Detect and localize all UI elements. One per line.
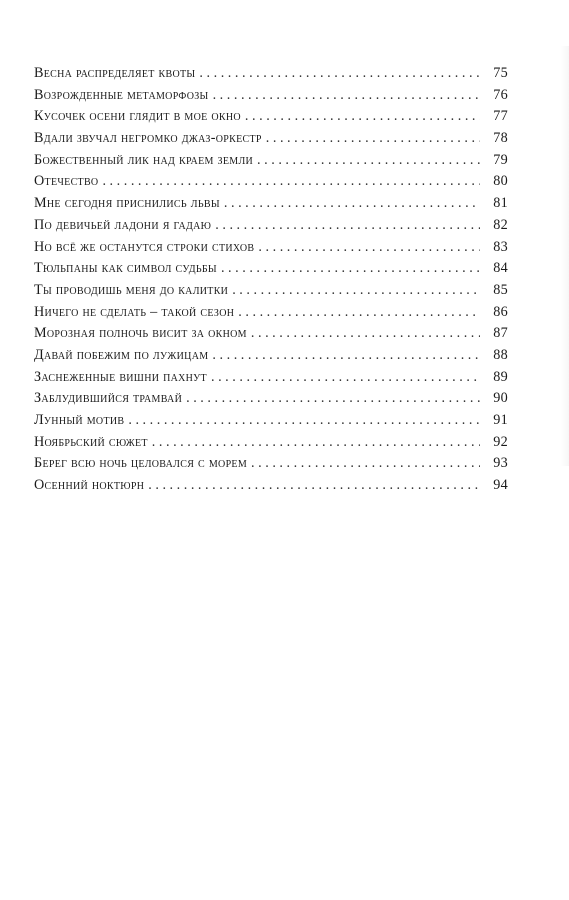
dot-leader — [199, 63, 480, 85]
toc-entry-title: Кусочек осени глядит в мое окно — [34, 108, 241, 125]
dot-leader — [221, 258, 480, 280]
toc-entry — [34, 388, 508, 410]
toc-entry-title: Тюльпаны как символ судьбы — [34, 260, 217, 277]
dot-leader — [266, 128, 480, 150]
toc-entry — [34, 150, 508, 172]
toc-entry — [34, 453, 508, 475]
toc-entry — [34, 193, 508, 215]
toc-entry — [34, 171, 508, 193]
toc-entry-page: 84 — [493, 260, 508, 277]
table-of-contents — [34, 63, 508, 497]
toc-entry-title: Отечество — [34, 173, 99, 190]
toc-entry-page: 88 — [493, 346, 508, 363]
dot-leader — [251, 323, 480, 345]
dot-leader — [232, 280, 480, 302]
toc-entry-title: Вдали звучал негромко джаз-оркестр — [34, 130, 262, 147]
toc-entry-page: 80 — [493, 173, 508, 190]
toc-entry — [34, 410, 508, 432]
dot-leader — [251, 453, 480, 475]
dot-leader — [102, 171, 480, 193]
toc-entry-title: Ты проводишь меня до калитки — [34, 281, 229, 298]
toc-entry-page: 75 — [493, 65, 508, 81]
toc-entry-title: Лунный мотив — [34, 412, 125, 428]
toc-entry-page: 93 — [493, 455, 508, 472]
toc-entry-page: 90 — [493, 390, 508, 407]
toc-entry-title: Давай побежим по лужицам — [34, 346, 209, 363]
dot-leader — [212, 345, 480, 367]
toc-entry-title: Ничего не сделать – такой сезон — [34, 303, 235, 320]
toc-entry — [34, 128, 508, 150]
toc-entry — [34, 345, 508, 367]
toc-entry-title: Заблудившийся трамвай — [34, 390, 183, 407]
toc-entry — [34, 432, 508, 454]
toc-entry-title: Божественный лик над краем земли — [34, 151, 254, 168]
toc-entry-title: Осенний ноктюрн — [34, 477, 145, 494]
toc-entry — [34, 302, 508, 324]
dot-leader — [215, 215, 480, 237]
toc-entry-page: 78 — [493, 130, 508, 147]
dot-leader — [148, 475, 480, 497]
dot-leader — [257, 150, 480, 172]
toc-entry — [34, 258, 508, 280]
dot-leader — [258, 237, 480, 259]
toc-entry-title: Весна распределяет квоты — [34, 65, 196, 81]
toc-entry — [34, 237, 508, 259]
toc-entry — [34, 280, 508, 302]
toc-entry-page: 89 — [493, 368, 508, 385]
toc-entry-page: 79 — [493, 151, 508, 168]
page-edge-shadow — [561, 46, 569, 466]
toc-entry-page: 87 — [493, 325, 508, 342]
toc-entry-page: 86 — [493, 303, 508, 320]
toc-entry-page: 85 — [493, 281, 508, 298]
toc-entry-title: Возрожденные метаморфозы — [34, 86, 209, 103]
dot-leader — [152, 432, 480, 454]
dot-leader — [224, 193, 480, 215]
toc-entry — [34, 106, 508, 128]
toc-entry — [34, 323, 508, 345]
toc-entry-page: 76 — [493, 86, 508, 103]
dot-leader — [128, 410, 480, 432]
toc-entry-title: Но всё же останутся строки стихов — [34, 238, 255, 255]
toc-entry-title: Мне сегодня приснились львы — [34, 195, 220, 212]
dot-leader — [213, 85, 480, 107]
dot-leader — [238, 302, 480, 324]
toc-entry-page: 94 — [493, 477, 508, 494]
dot-leader — [186, 388, 480, 410]
toc-entry-page: 91 — [493, 412, 508, 428]
dot-leader — [245, 106, 480, 128]
dot-leader — [211, 367, 480, 389]
toc-entry — [34, 85, 508, 107]
toc-entry — [34, 475, 508, 497]
toc-entry-title: Заснеженные вишни пахнут — [34, 368, 207, 385]
toc-entry-page: 81 — [493, 195, 508, 212]
toc-entry-title: По девичьей ладони я гадаю — [34, 216, 212, 233]
toc-entry — [34, 215, 508, 237]
toc-entry-title: Морозная полночь висит за окном — [34, 325, 247, 342]
toc-entry-page: 77 — [493, 108, 508, 125]
toc-entry-page: 82 — [493, 216, 508, 233]
toc-entry — [34, 63, 508, 85]
toc-entry-page: 83 — [493, 238, 508, 255]
toc-entry-page: 92 — [493, 433, 508, 450]
toc-entry — [34, 367, 508, 389]
toc-entry-title: Берег всю ночь целовался с морем — [34, 455, 248, 472]
toc-entry-title: Ноябрьский сюжет — [34, 433, 148, 450]
